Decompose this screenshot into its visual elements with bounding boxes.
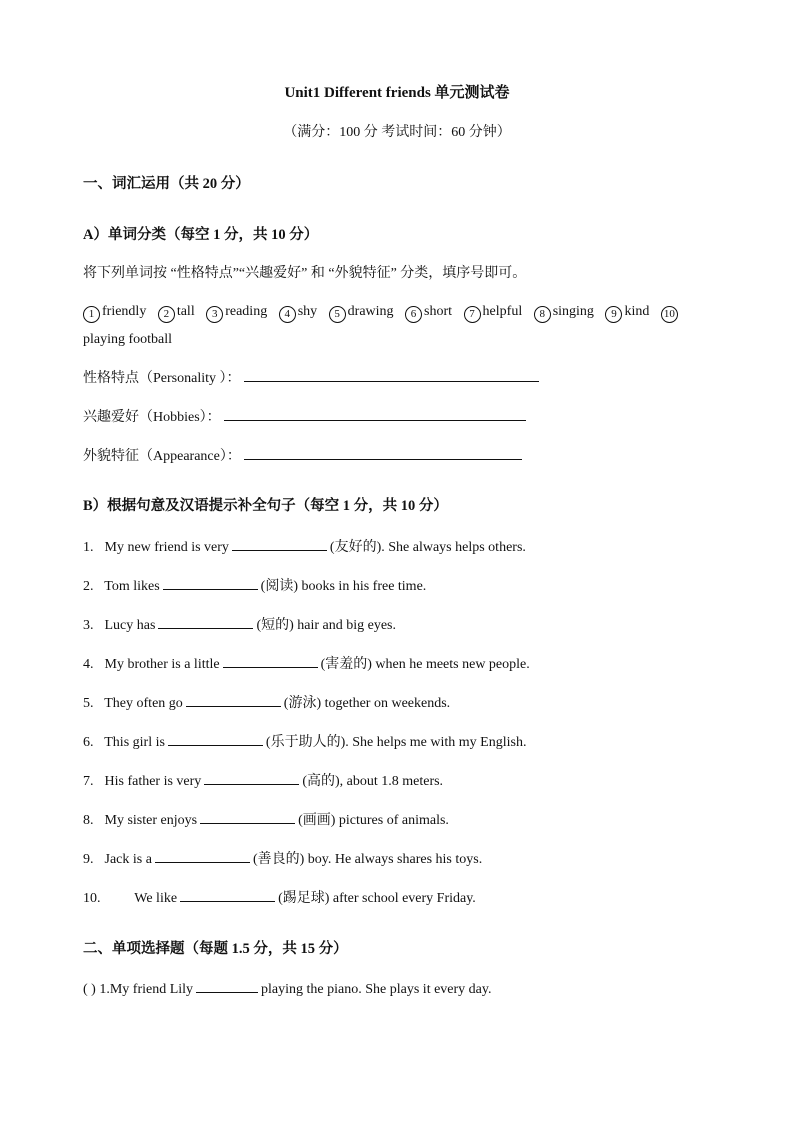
category-label: 外貌特征（Appearance）： bbox=[83, 449, 241, 464]
answer-blank[interactable] bbox=[168, 732, 263, 746]
sentence-item bbox=[83, 849, 482, 869]
sentence-number: 8. bbox=[83, 813, 94, 828]
sentence-before: This girl is bbox=[104, 735, 165, 750]
sentence-after: (害羞的) when he meets new people. bbox=[320, 657, 530, 672]
word-text: tall bbox=[176, 304, 195, 319]
choice-question bbox=[83, 979, 491, 999]
sentence-after: (乐于助人的). She helps me with my English. bbox=[265, 735, 527, 750]
sentence-number: 6. bbox=[83, 735, 94, 750]
word-text: short bbox=[424, 304, 453, 319]
sentence-item bbox=[83, 537, 526, 557]
word-item bbox=[158, 304, 195, 319]
sentence-after: (游泳) together on weekends. bbox=[283, 696, 451, 711]
sentence-number: 5. bbox=[83, 696, 94, 711]
word-item bbox=[206, 304, 267, 319]
sentence-number: 3. bbox=[83, 618, 94, 633]
answer-blank[interactable] bbox=[155, 849, 250, 863]
answer-blank[interactable] bbox=[186, 693, 281, 707]
word-item bbox=[83, 304, 146, 319]
sentence-item bbox=[83, 654, 530, 674]
sentence-before: Tom likes bbox=[104, 579, 160, 594]
word-item bbox=[605, 304, 649, 319]
word-text: friendly bbox=[102, 304, 147, 319]
word-list bbox=[83, 303, 688, 323]
word-number: 4 bbox=[279, 306, 296, 323]
word-number: 9 bbox=[605, 306, 622, 323]
answer-blank[interactable] bbox=[224, 407, 526, 421]
answer-blank[interactable] bbox=[232, 537, 327, 551]
question-before: 1.My friend Lily bbox=[99, 982, 194, 997]
partB-heading: B）根据句意及汉语提示补全句子（每空 1 分，共 10 分） bbox=[83, 498, 448, 514]
sentence-item bbox=[83, 615, 396, 635]
sentence-number: 10. bbox=[83, 891, 101, 906]
word-list-continued: playing football bbox=[83, 332, 173, 347]
sentence-before: My brother is a little bbox=[104, 657, 220, 672]
word-number: 5 bbox=[329, 306, 346, 323]
word-number: 2 bbox=[158, 306, 175, 323]
answer-bracket[interactable]: ( ) bbox=[83, 982, 96, 997]
sentence-item bbox=[83, 888, 476, 908]
sentence-number: 9. bbox=[83, 852, 94, 867]
word-number: 8 bbox=[534, 306, 551, 323]
sentence-after: (高的), about 1.8 meters. bbox=[302, 774, 444, 789]
sentence-number: 7. bbox=[83, 774, 94, 789]
sentence-after: (短的) hair and big eyes. bbox=[256, 618, 397, 633]
category-appearance bbox=[83, 446, 525, 466]
word-number: 6 bbox=[405, 306, 422, 323]
word-item bbox=[279, 304, 317, 319]
word-item bbox=[329, 304, 394, 319]
answer-blank[interactable] bbox=[196, 979, 258, 993]
sentence-after: (友好的). She always helps others. bbox=[329, 540, 526, 555]
section1-heading: 一、词汇运用（共 20 分） bbox=[83, 176, 250, 192]
word-item bbox=[464, 304, 523, 319]
category-label: 兴趣爱好（Hobbies）： bbox=[83, 410, 221, 425]
category-personality bbox=[83, 368, 542, 388]
sentence-item bbox=[83, 810, 449, 830]
sentence-item bbox=[83, 732, 526, 752]
word-text: reading bbox=[225, 304, 268, 319]
answer-blank[interactable] bbox=[158, 615, 253, 629]
sentence-number: 2. bbox=[83, 579, 94, 594]
answer-blank[interactable] bbox=[244, 446, 522, 460]
sentence-item bbox=[83, 693, 450, 713]
sentence-before: They often go bbox=[104, 696, 183, 711]
sentence-after: (阅读) books in his free time. bbox=[260, 579, 427, 594]
exam-subtitle: （满分：100 分 考试时间：60 分钟） bbox=[283, 125, 511, 140]
question-after: playing the piano. She plays it every day. bbox=[261, 982, 492, 997]
word-number: 1 bbox=[83, 306, 100, 323]
partA-heading: A）单词分类（每空 1 分，共 10 分） bbox=[83, 227, 319, 243]
sentence-after: (画画) pictures of animals. bbox=[298, 813, 449, 828]
word-item bbox=[534, 304, 594, 319]
answer-blank[interactable] bbox=[180, 888, 275, 902]
word-number: 10 bbox=[661, 306, 678, 323]
word-text: drawing bbox=[347, 304, 394, 319]
answer-blank[interactable] bbox=[223, 654, 318, 668]
word-number: 7 bbox=[464, 306, 481, 323]
partA-instruction: 将下列单词按 “性格特点”“兴趣爱好” 和 “外貌特征” 分类，填序号即可。 bbox=[83, 266, 527, 281]
sentence-before: My sister enjoys bbox=[104, 813, 198, 828]
sentence-number: 4. bbox=[83, 657, 94, 672]
answer-blank[interactable] bbox=[200, 810, 295, 824]
word-text: kind bbox=[624, 304, 650, 319]
word-number: 3 bbox=[206, 306, 223, 323]
section2-heading: 二、单项选择题（每题 1.5 分，共 15 分） bbox=[83, 941, 348, 957]
sentence-item bbox=[83, 576, 426, 596]
sentence-before: We like bbox=[134, 891, 178, 906]
sentence-before: His father is very bbox=[104, 774, 202, 789]
category-label: 性格特点（Personality ）： bbox=[83, 371, 241, 386]
sentence-item bbox=[83, 771, 443, 791]
sentence-before: Lucy has bbox=[104, 618, 156, 633]
word-text: singing bbox=[552, 304, 594, 319]
category-hobbies bbox=[83, 407, 529, 427]
answer-blank[interactable] bbox=[204, 771, 299, 785]
word-text: shy bbox=[297, 304, 318, 319]
exam-title: Unit1 Different friends 单元测试卷 bbox=[284, 85, 510, 101]
sentence-before: My new friend is very bbox=[104, 540, 229, 555]
sentence-number: 1. bbox=[83, 540, 94, 555]
sentence-before: Jack is a bbox=[104, 852, 152, 867]
word-item bbox=[661, 304, 680, 319]
word-item bbox=[405, 304, 452, 319]
word-text: helpful bbox=[482, 304, 523, 319]
sentence-after: (踢足球) after school every Friday. bbox=[278, 891, 476, 906]
sentence-after: (善良的) boy. He always shares his toys. bbox=[252, 852, 483, 867]
answer-blank[interactable] bbox=[244, 368, 539, 382]
answer-blank[interactable] bbox=[163, 576, 258, 590]
